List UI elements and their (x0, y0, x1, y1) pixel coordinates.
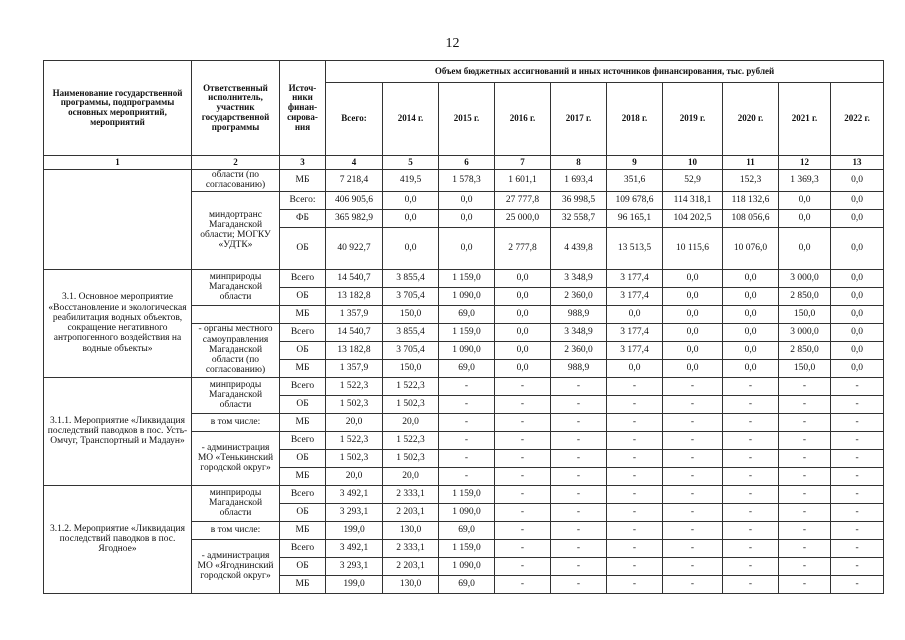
value-cell: 3 705,4 (383, 287, 439, 305)
value-cell: - (663, 503, 723, 521)
value-cell: 2 333,1 (383, 539, 439, 557)
value-cell: 0,0 (723, 341, 779, 359)
value-cell: 0,0 (495, 341, 551, 359)
value-cell: - (551, 467, 607, 485)
value-cell: 0,0 (439, 227, 495, 269)
value-cell: 104 202,5 (663, 209, 723, 227)
value-cell: - (723, 395, 779, 413)
value-cell: - (551, 377, 607, 395)
value-cell: 2 203,1 (383, 557, 439, 575)
value-cell: - (779, 467, 831, 485)
value-cell: - (831, 503, 884, 521)
value-cell: 150,0 (383, 305, 439, 323)
column-number: 3 (280, 156, 326, 170)
value-cell: 0,0 (723, 359, 779, 377)
value-cell: 114 318,1 (663, 191, 723, 209)
value-cell: 0,0 (439, 209, 495, 227)
value-cell: 0,0 (663, 341, 723, 359)
table-row (44, 269, 884, 287)
value-cell: - (495, 431, 551, 449)
budget-table (43, 60, 884, 594)
responsible-cell: области (по согласованию) (192, 170, 280, 192)
value-cell: 2 360,0 (551, 287, 607, 305)
value-cell: - (779, 377, 831, 395)
value-cell: - (723, 521, 779, 539)
value-cell: - (607, 449, 663, 467)
value-cell: - (831, 575, 884, 593)
value-cell: 1 601,1 (495, 170, 551, 192)
value-cell: - (831, 557, 884, 575)
value-cell: - (663, 557, 723, 575)
measure-name-cell (44, 170, 192, 270)
value-cell: 0,0 (663, 269, 723, 287)
value-cell: 2 360,0 (551, 341, 607, 359)
value-cell: - (495, 575, 551, 593)
value-cell: 1 090,0 (439, 341, 495, 359)
value-cell: 0,0 (779, 191, 831, 209)
value-cell: 2 333,1 (383, 485, 439, 503)
value-cell: 4 439,8 (551, 227, 607, 269)
value-cell: 1 159,0 (439, 485, 495, 503)
value-cell: - (439, 449, 495, 467)
value-cell: - (663, 377, 723, 395)
value-cell: 0,0 (831, 170, 884, 192)
value-cell: - (607, 377, 663, 395)
value-cell: - (495, 521, 551, 539)
column-number: 9 (607, 156, 663, 170)
source-cell: МБ (280, 170, 326, 192)
value-cell: - (779, 557, 831, 575)
value-cell: - (439, 431, 495, 449)
value-cell: 25 000,0 (495, 209, 551, 227)
value-cell: 199,0 (326, 575, 383, 593)
value-cell: 1 578,3 (439, 170, 495, 192)
responsible-cell: миндортранс Магаданской области; МОГКУ «УДТК» (192, 191, 280, 269)
measure-name-cell: 3.1.2. Мероприятие «Ликвидация последствий паводков в пос. Ягодное» (44, 485, 192, 593)
value-cell: 152,3 (723, 170, 779, 192)
responsible-cell: - органы местного самоуправления Магаданской области (по согласованию) (192, 323, 280, 377)
value-cell: - (779, 503, 831, 521)
source-cell: Всего (280, 323, 326, 341)
column-number: 11 (723, 156, 779, 170)
value-cell: - (779, 539, 831, 557)
value-cell: 3 855,4 (383, 323, 439, 341)
value-cell: - (495, 377, 551, 395)
value-cell: 0,0 (495, 359, 551, 377)
header-source: Источ-ники финан-сирова-ния (280, 61, 326, 156)
value-cell: 0,0 (723, 269, 779, 287)
measure-name-cell: 3.1.1. Мероприятие «Ликвидация последствий паводков в пос. Усть-Омчуг, Транспортный и Мадаун» (44, 377, 192, 485)
year-header: 2022 г. (831, 83, 884, 156)
value-cell: 1 522,3 (326, 431, 383, 449)
value-cell: 2 203,1 (383, 503, 439, 521)
value-cell: - (723, 413, 779, 431)
value-cell: 0,0 (383, 191, 439, 209)
value-cell: 0,0 (831, 359, 884, 377)
value-cell: 0,0 (495, 323, 551, 341)
responsible-cell: в том числе: (192, 521, 280, 539)
value-cell: - (551, 503, 607, 521)
table-row (44, 170, 884, 192)
value-cell: 351,6 (607, 170, 663, 192)
source-cell: ОБ (280, 503, 326, 521)
value-cell: - (607, 557, 663, 575)
source-cell: МБ (280, 575, 326, 593)
value-cell: 10 076,0 (723, 227, 779, 269)
value-cell: - (831, 395, 884, 413)
value-cell: 52,9 (663, 170, 723, 192)
value-cell: 1 369,3 (779, 170, 831, 192)
value-cell: 0,0 (495, 269, 551, 287)
value-cell: 0,0 (831, 305, 884, 323)
value-cell: - (723, 449, 779, 467)
value-cell: 2 777,8 (495, 227, 551, 269)
value-cell: 199,0 (326, 521, 383, 539)
value-cell: - (831, 431, 884, 449)
value-cell: - (831, 377, 884, 395)
responsible-cell: в том числе: (192, 413, 280, 431)
value-cell: - (551, 431, 607, 449)
source-cell: Всего: (280, 191, 326, 209)
value-cell: - (779, 431, 831, 449)
value-cell: 20,0 (326, 467, 383, 485)
value-cell: - (607, 503, 663, 521)
year-header: 2019 г. (663, 83, 723, 156)
value-cell: - (663, 575, 723, 593)
value-cell: 0,0 (663, 323, 723, 341)
table-row (44, 377, 884, 395)
page-number: 12 (445, 36, 460, 51)
value-cell: 1 502,3 (383, 449, 439, 467)
value-cell: 0,0 (495, 305, 551, 323)
column-number: 13 (831, 156, 884, 170)
value-cell: - (723, 575, 779, 593)
value-cell: 150,0 (779, 359, 831, 377)
source-cell: ОБ (280, 449, 326, 467)
value-cell: 1 357,9 (326, 359, 383, 377)
source-cell: ОБ (280, 341, 326, 359)
value-cell: 1 522,3 (383, 377, 439, 395)
column-number: 2 (192, 156, 280, 170)
value-cell: 3 293,1 (326, 557, 383, 575)
value-cell: 69,0 (439, 359, 495, 377)
value-cell: 1 502,3 (326, 449, 383, 467)
year-header: 2018 г. (607, 83, 663, 156)
source-cell: МБ (280, 413, 326, 431)
column-number: 7 (495, 156, 551, 170)
column-number: 12 (779, 156, 831, 170)
value-cell: - (495, 449, 551, 467)
source-cell: ФБ (280, 209, 326, 227)
value-cell: 14 540,7 (326, 269, 383, 287)
value-cell: 20,0 (383, 413, 439, 431)
table-row (44, 485, 884, 503)
value-cell: 3 000,0 (779, 269, 831, 287)
source-cell: МБ (280, 305, 326, 323)
value-cell: - (495, 485, 551, 503)
value-cell: 3 492,1 (326, 539, 383, 557)
value-cell: 150,0 (779, 305, 831, 323)
source-cell: МБ (280, 521, 326, 539)
value-cell: 3 293,1 (326, 503, 383, 521)
header-volume: Объем бюджетных ассигнований и иных источников финансирования, тыс. рублей (326, 61, 884, 83)
value-cell: 0,0 (723, 323, 779, 341)
value-cell: - (551, 485, 607, 503)
value-cell: 13 182,8 (326, 287, 383, 305)
value-cell: 3 177,4 (607, 341, 663, 359)
value-cell: 988,9 (551, 359, 607, 377)
value-cell: - (607, 539, 663, 557)
value-cell: 1 502,3 (383, 395, 439, 413)
column-number: 4 (326, 156, 383, 170)
value-cell: - (495, 557, 551, 575)
value-cell: - (607, 395, 663, 413)
value-cell: 96 165,1 (607, 209, 663, 227)
value-cell: 1 522,3 (383, 431, 439, 449)
value-cell: 109 678,6 (607, 191, 663, 209)
responsible-cell: минприроды Магаданской области (192, 485, 280, 521)
column-number: 8 (551, 156, 607, 170)
value-cell: 20,0 (326, 413, 383, 431)
value-cell: 3 177,4 (607, 323, 663, 341)
value-cell: 108 056,6 (723, 209, 779, 227)
value-cell: - (779, 485, 831, 503)
value-cell: 69,0 (439, 575, 495, 593)
value-cell: 1 159,0 (439, 269, 495, 287)
value-cell: - (495, 503, 551, 521)
value-cell: 0,0 (663, 359, 723, 377)
value-cell: - (779, 449, 831, 467)
responsible-cell: минприроды Магаданской области (192, 377, 280, 413)
value-cell: 406 905,6 (326, 191, 383, 209)
value-cell: - (663, 431, 723, 449)
responsible-cell (192, 305, 280, 323)
value-cell: 69,0 (439, 305, 495, 323)
value-cell: - (551, 449, 607, 467)
source-cell: МБ (280, 467, 326, 485)
value-cell: - (495, 413, 551, 431)
value-cell: 0,0 (607, 305, 663, 323)
value-cell: 3 177,4 (607, 269, 663, 287)
value-cell: 10 115,6 (663, 227, 723, 269)
value-cell: - (439, 377, 495, 395)
value-cell: 0,0 (831, 323, 884, 341)
value-cell: 0,0 (831, 227, 884, 269)
value-cell: - (831, 539, 884, 557)
header-name: Наименование государственной программы, подпрограммы основных мероприятий, мероприятий (44, 61, 192, 156)
value-cell: 14 540,7 (326, 323, 383, 341)
source-cell: ОБ (280, 557, 326, 575)
responsible-cell: - администрация МО «Ягоднинский городской округ» (192, 539, 280, 593)
value-cell: - (723, 539, 779, 557)
value-cell: - (831, 467, 884, 485)
value-cell: 3 348,9 (551, 269, 607, 287)
value-cell: 20,0 (383, 467, 439, 485)
value-cell: 13 513,5 (607, 227, 663, 269)
value-cell: - (663, 395, 723, 413)
value-cell: 130,0 (383, 521, 439, 539)
value-cell: 419,5 (383, 170, 439, 192)
value-cell: 69,0 (439, 521, 495, 539)
value-cell: - (663, 539, 723, 557)
source-cell: ОБ (280, 395, 326, 413)
value-cell: - (779, 575, 831, 593)
value-cell: 0,0 (439, 191, 495, 209)
year-header: Всего: (326, 83, 383, 156)
value-cell: 0,0 (831, 191, 884, 209)
value-cell: - (723, 557, 779, 575)
value-cell: - (551, 557, 607, 575)
value-cell: - (779, 521, 831, 539)
value-cell: - (607, 467, 663, 485)
value-cell: 0,0 (607, 359, 663, 377)
source-cell: МБ (280, 359, 326, 377)
value-cell: 0,0 (831, 341, 884, 359)
source-cell: Всего (280, 377, 326, 395)
value-cell: 2 850,0 (779, 341, 831, 359)
value-cell: 3 705,4 (383, 341, 439, 359)
value-cell: 1 090,0 (439, 503, 495, 521)
value-cell: 1 159,0 (439, 539, 495, 557)
source-cell: ОБ (280, 227, 326, 269)
value-cell: 27 777,8 (495, 191, 551, 209)
source-cell: Всего (280, 269, 326, 287)
source-cell: ОБ (280, 287, 326, 305)
value-cell: - (495, 395, 551, 413)
value-cell: 1 522,3 (326, 377, 383, 395)
value-cell: 365 982,9 (326, 209, 383, 227)
value-cell: 0,0 (663, 287, 723, 305)
year-header: 2014 г. (383, 83, 439, 156)
value-cell: 40 922,7 (326, 227, 383, 269)
value-cell: - (723, 485, 779, 503)
value-cell: 1 357,9 (326, 305, 383, 323)
value-cell: - (551, 575, 607, 593)
value-cell: 2 850,0 (779, 287, 831, 305)
value-cell: 13 182,8 (326, 341, 383, 359)
value-cell: - (607, 431, 663, 449)
value-cell: 1 090,0 (439, 287, 495, 305)
column-number: 10 (663, 156, 723, 170)
value-cell: - (779, 413, 831, 431)
value-cell: 3 492,1 (326, 485, 383, 503)
value-cell: - (495, 467, 551, 485)
value-cell: 1 090,0 (439, 557, 495, 575)
value-cell: 32 558,7 (551, 209, 607, 227)
value-cell: - (551, 413, 607, 431)
value-cell: - (607, 413, 663, 431)
value-cell: - (551, 521, 607, 539)
value-cell: 988,9 (551, 305, 607, 323)
value-cell: - (495, 539, 551, 557)
value-cell: - (831, 485, 884, 503)
value-cell: 0,0 (831, 269, 884, 287)
value-cell: 36 998,5 (551, 191, 607, 209)
value-cell: 0,0 (383, 227, 439, 269)
value-cell: - (607, 521, 663, 539)
value-cell: 0,0 (831, 287, 884, 305)
value-cell: - (831, 413, 884, 431)
value-cell: - (663, 467, 723, 485)
responsible-cell: - администрация МО «Тенькинский городской округ» (192, 431, 280, 485)
value-cell: 0,0 (779, 227, 831, 269)
value-cell: - (779, 395, 831, 413)
year-header: 2020 г. (723, 83, 779, 156)
table-body (44, 170, 884, 594)
value-cell: 0,0 (723, 287, 779, 305)
value-cell: - (439, 413, 495, 431)
year-header: 2021 г. (779, 83, 831, 156)
value-cell: - (607, 485, 663, 503)
value-cell: 1 693,4 (551, 170, 607, 192)
value-cell: - (663, 413, 723, 431)
value-cell: 3 000,0 (779, 323, 831, 341)
year-header: 2016 г. (495, 83, 551, 156)
value-cell: 150,0 (383, 359, 439, 377)
measure-name-cell: 3.1. Основное мероприятие «Восстановление и экологическая реабилитация водных объектов, сокращение негативного антропогенного воздействия на водные объекты» (44, 269, 192, 377)
value-cell: - (439, 467, 495, 485)
responsible-cell: минприроды Магаданской области (192, 269, 280, 305)
column-number: 5 (383, 156, 439, 170)
source-cell: Всего (280, 539, 326, 557)
value-cell: - (723, 503, 779, 521)
value-cell: - (663, 485, 723, 503)
year-header: 2017 г. (551, 83, 607, 156)
column-number-row (44, 156, 884, 170)
column-number: 6 (439, 156, 495, 170)
value-cell: - (663, 449, 723, 467)
value-cell: - (551, 539, 607, 557)
value-cell: 1 502,3 (326, 395, 383, 413)
value-cell: 0,0 (495, 287, 551, 305)
value-cell: - (607, 575, 663, 593)
source-cell: Всего (280, 431, 326, 449)
value-cell: 1 159,0 (439, 323, 495, 341)
value-cell: 3 855,4 (383, 269, 439, 287)
value-cell: 0,0 (779, 209, 831, 227)
value-cell: - (439, 395, 495, 413)
column-number: 1 (44, 156, 192, 170)
value-cell: 0,0 (383, 209, 439, 227)
value-cell: - (551, 395, 607, 413)
value-cell: - (663, 521, 723, 539)
value-cell: - (723, 377, 779, 395)
value-cell: 0,0 (831, 209, 884, 227)
value-cell: 0,0 (723, 305, 779, 323)
value-cell: 3 348,9 (551, 323, 607, 341)
value-cell: 130,0 (383, 575, 439, 593)
value-cell: 7 218,4 (326, 170, 383, 192)
value-cell: 118 132,6 (723, 191, 779, 209)
value-cell: - (723, 467, 779, 485)
value-cell: - (831, 449, 884, 467)
value-cell: - (723, 431, 779, 449)
year-header: 2015 г. (439, 83, 495, 156)
value-cell: 3 177,4 (607, 287, 663, 305)
source-cell: Всего (280, 485, 326, 503)
header-responsible: Ответственный исполнитель, участник государственной программы (192, 61, 280, 156)
value-cell: - (831, 521, 884, 539)
value-cell: 0,0 (663, 305, 723, 323)
